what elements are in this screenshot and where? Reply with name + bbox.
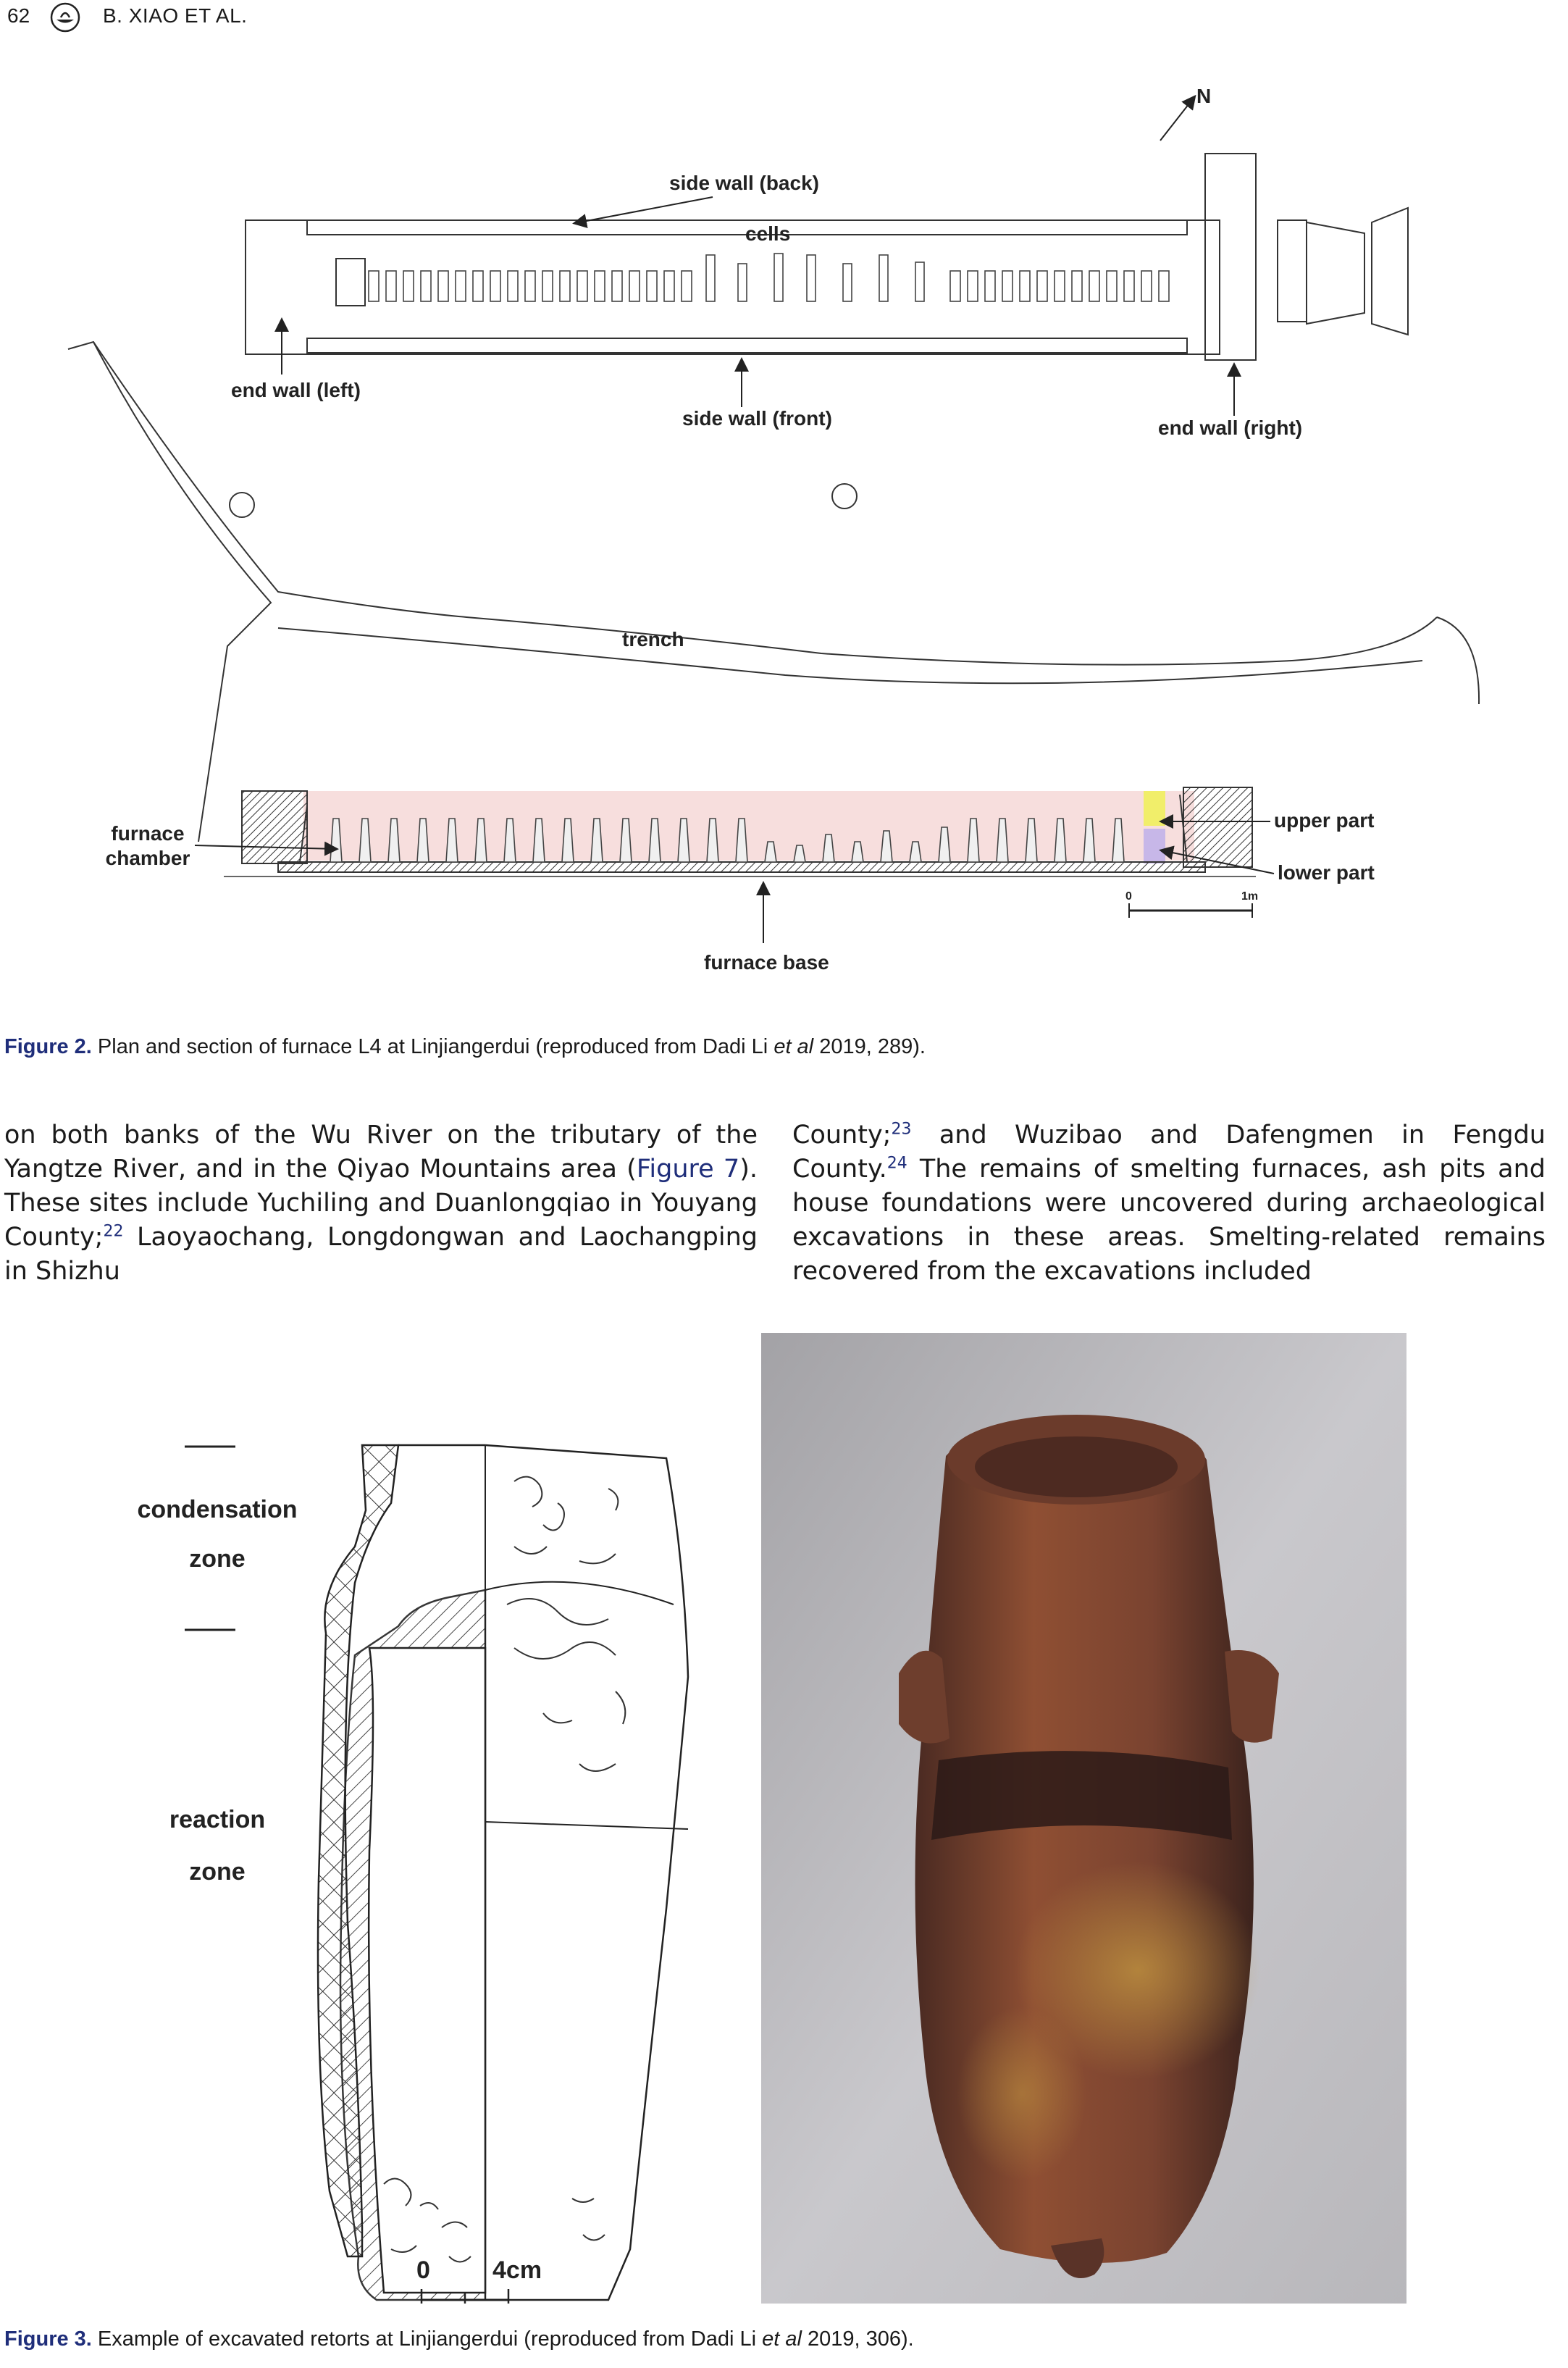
figure-2-caption (4, 1034, 1525, 1060)
svg-text:zone: zone (189, 1545, 246, 1573)
svg-text:N: N (1196, 85, 1212, 107)
body-text: County; (792, 1121, 892, 1150)
svg-text:4cm: 4cm (492, 2256, 542, 2284)
body-text: on both banks of the Wu River on the tributary of the Yangtze River, and in the Qiyao Mountains area ( (4, 1121, 758, 1184)
trench-label: trench (622, 628, 684, 650)
figure-2-caption-text-end: 2019, 289). (813, 1035, 926, 1058)
body-text: and Wuzibao and Dafengmen in Fengdu County. (792, 1121, 1546, 1184)
svg-text:cells: cells (745, 222, 791, 245)
page-number: 62 (7, 4, 30, 27)
svg-text:end wall (left): end wall (left) (231, 379, 361, 401)
plan-cells (369, 254, 1169, 301)
scale-bar (1125, 890, 1258, 918)
journal-logo-icon (49, 1, 81, 33)
svg-text:reaction: reaction (169, 1806, 266, 1833)
body-column-right (792, 1118, 1546, 1289)
svg-text:condensation: condensation (137, 1496, 298, 1523)
plan-labels (231, 172, 1302, 439)
figure-2-caption-italic: et al (773, 1035, 814, 1058)
body-text: Laoyaochang, Longdongwan and Laochangping in Shizhu (4, 1223, 758, 1286)
svg-text:end wall (right): end wall (right) (1158, 417, 1303, 439)
svg-text:zone: zone (189, 1858, 246, 1886)
figure-7-link[interactable]: Figure 7 (636, 1155, 740, 1184)
footnote-ref-22[interactable]: 22 (103, 1222, 124, 1241)
zone-labels (137, 1447, 297, 1886)
figure-2-drawing (61, 81, 1480, 1001)
retort-outline (318, 1445, 688, 2300)
figure-3-retort-photo (761, 1333, 1406, 2304)
figure-3-caption-text-end: 2019, 306). (801, 2327, 914, 2351)
figure-2-caption-text: Plan and section of furnace L4 at Linjiangerdui (reproduced from Dadi Li (91, 1035, 774, 1058)
figure-3-caption-text: Example of excavated retorts at Linjiangerdui (reproduced from Dadi Li (91, 2327, 763, 2351)
svg-text:side wall (back): side wall (back) (669, 172, 819, 194)
figure-2-caption-lead: Figure 2. (4, 1035, 92, 1058)
figure-3-caption-lead: Figure 3. (4, 2327, 92, 2351)
furnace-plan (246, 154, 1408, 360)
running-head: B. XIAO ET AL. (103, 4, 248, 27)
svg-text:chamber: chamber (105, 847, 190, 869)
figure-3-retort-drawing (109, 1416, 760, 2311)
upper-part-fill (1144, 791, 1165, 826)
svg-text:lower part: lower part (1278, 861, 1375, 884)
body-text: The remains of smelting furnaces, ash pits and house foundations were uncovered during archaeological excavations in these areas. Smelting-related remains recovered from the excavations included (792, 1155, 1546, 1286)
north-arrow (1160, 85, 1211, 141)
svg-text:upper part: upper part (1274, 809, 1375, 832)
svg-text:0: 0 (1125, 890, 1132, 903)
svg-text:furnace: furnace (111, 822, 185, 845)
figure-3-caption-italic: et al (762, 2327, 802, 2351)
svg-text:furnace base: furnace base (704, 951, 829, 974)
figure-3-caption (4, 2327, 1525, 2352)
lower-part-fill (1144, 829, 1165, 863)
page-header (0, 0, 1568, 43)
body-text: ). These sites include Yuchiling and Duanlongqiao in Youyang County; (4, 1155, 758, 1252)
footnote-ref-23[interactable]: 23 (891, 1120, 912, 1139)
svg-text:0: 0 (416, 2256, 430, 2284)
footnote-ref-24[interactable]: 24 (886, 1154, 907, 1173)
body-column-left (4, 1118, 758, 1289)
svg-text:1m: 1m (1241, 890, 1259, 903)
svg-text:side wall (front): side wall (front) (682, 407, 832, 430)
